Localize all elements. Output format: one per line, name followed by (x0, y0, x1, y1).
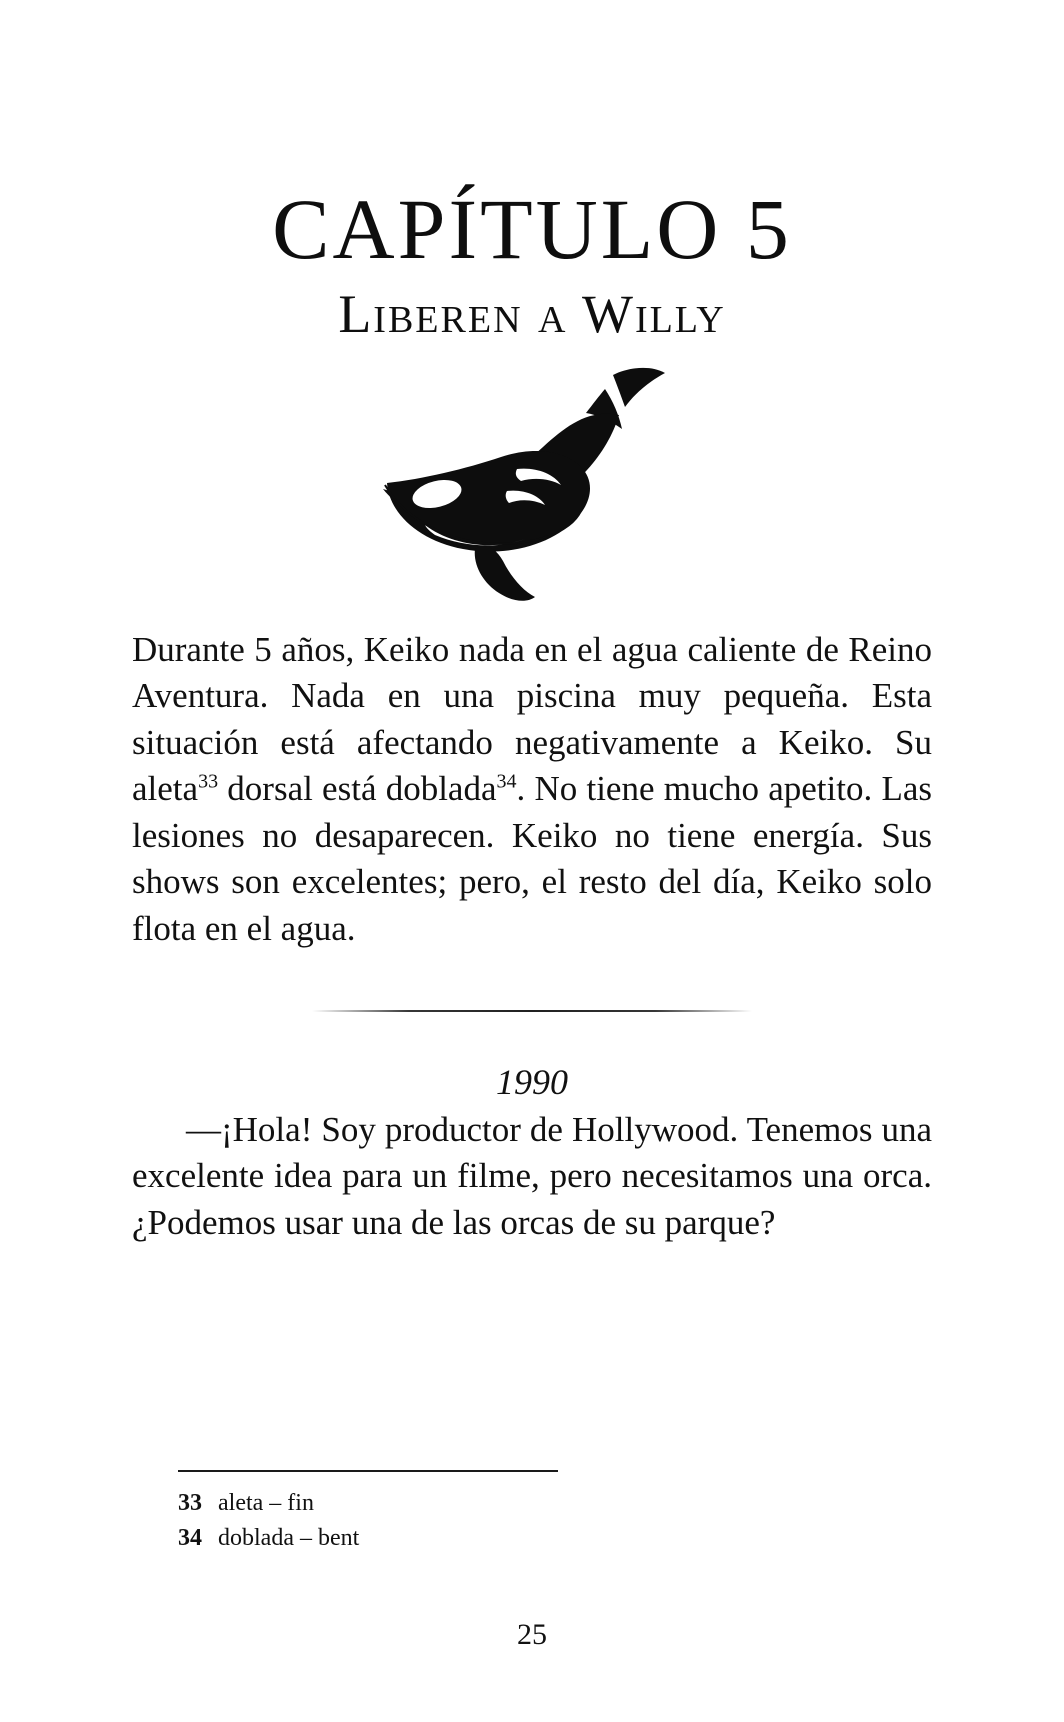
year-label: 1990 (496, 1061, 568, 1102)
footnote-item (178, 1521, 878, 1556)
orca-whale-illustration (0, 363, 1064, 613)
footnote-number: 33 (178, 1490, 202, 1516)
paragraph-1-part-b: dorsal está doblada (218, 769, 497, 809)
paragraph-1-part-c: . No tiene mucho apetito. Las lesiones no desaparecen. Keiko no tiene energía. Sus shows son excelentes; pero, el resto del día, Keiko solo flota en el agua. (132, 769, 932, 948)
page-number: 25 (517, 1618, 547, 1651)
footnote-rule (178, 1470, 558, 1472)
chapter-heading (0, 181, 1064, 344)
section-divider (132, 1007, 932, 1015)
body-text (132, 627, 932, 1246)
dialogue-paragraph: —¡Hola! Soy productor de Hollywood. Tenemos una excelente idea para un filme, pero necesitamos una orca. ¿Podemos usar una de las orcas de su parque? (132, 1109, 932, 1242)
footnote-text: aleta – fin (218, 1490, 314, 1516)
divider-line (312, 1010, 752, 1012)
footnote-text: doblada – bent (218, 1524, 360, 1551)
footnote-item (178, 1486, 878, 1521)
page-title: CAPÍTULO 5 (272, 181, 792, 277)
chapter-subtitle: Liberen a Willy (338, 284, 726, 344)
footnote-ref-33[interactable]: 33 (198, 770, 219, 793)
paragraph-1-part-a: Durante 5 años, Keiko nada en el agua caliente de Reino Aventura. Nada en una piscina muy pequeña. Esta situación está afectando negativamente a Keiko. Su aleta (132, 629, 932, 809)
paragraph-1 (132, 627, 932, 953)
footnote-ref-34[interactable]: 34 (496, 770, 517, 793)
footnotes-section (178, 1470, 878, 1556)
footnote-number: 34 (178, 1524, 202, 1551)
